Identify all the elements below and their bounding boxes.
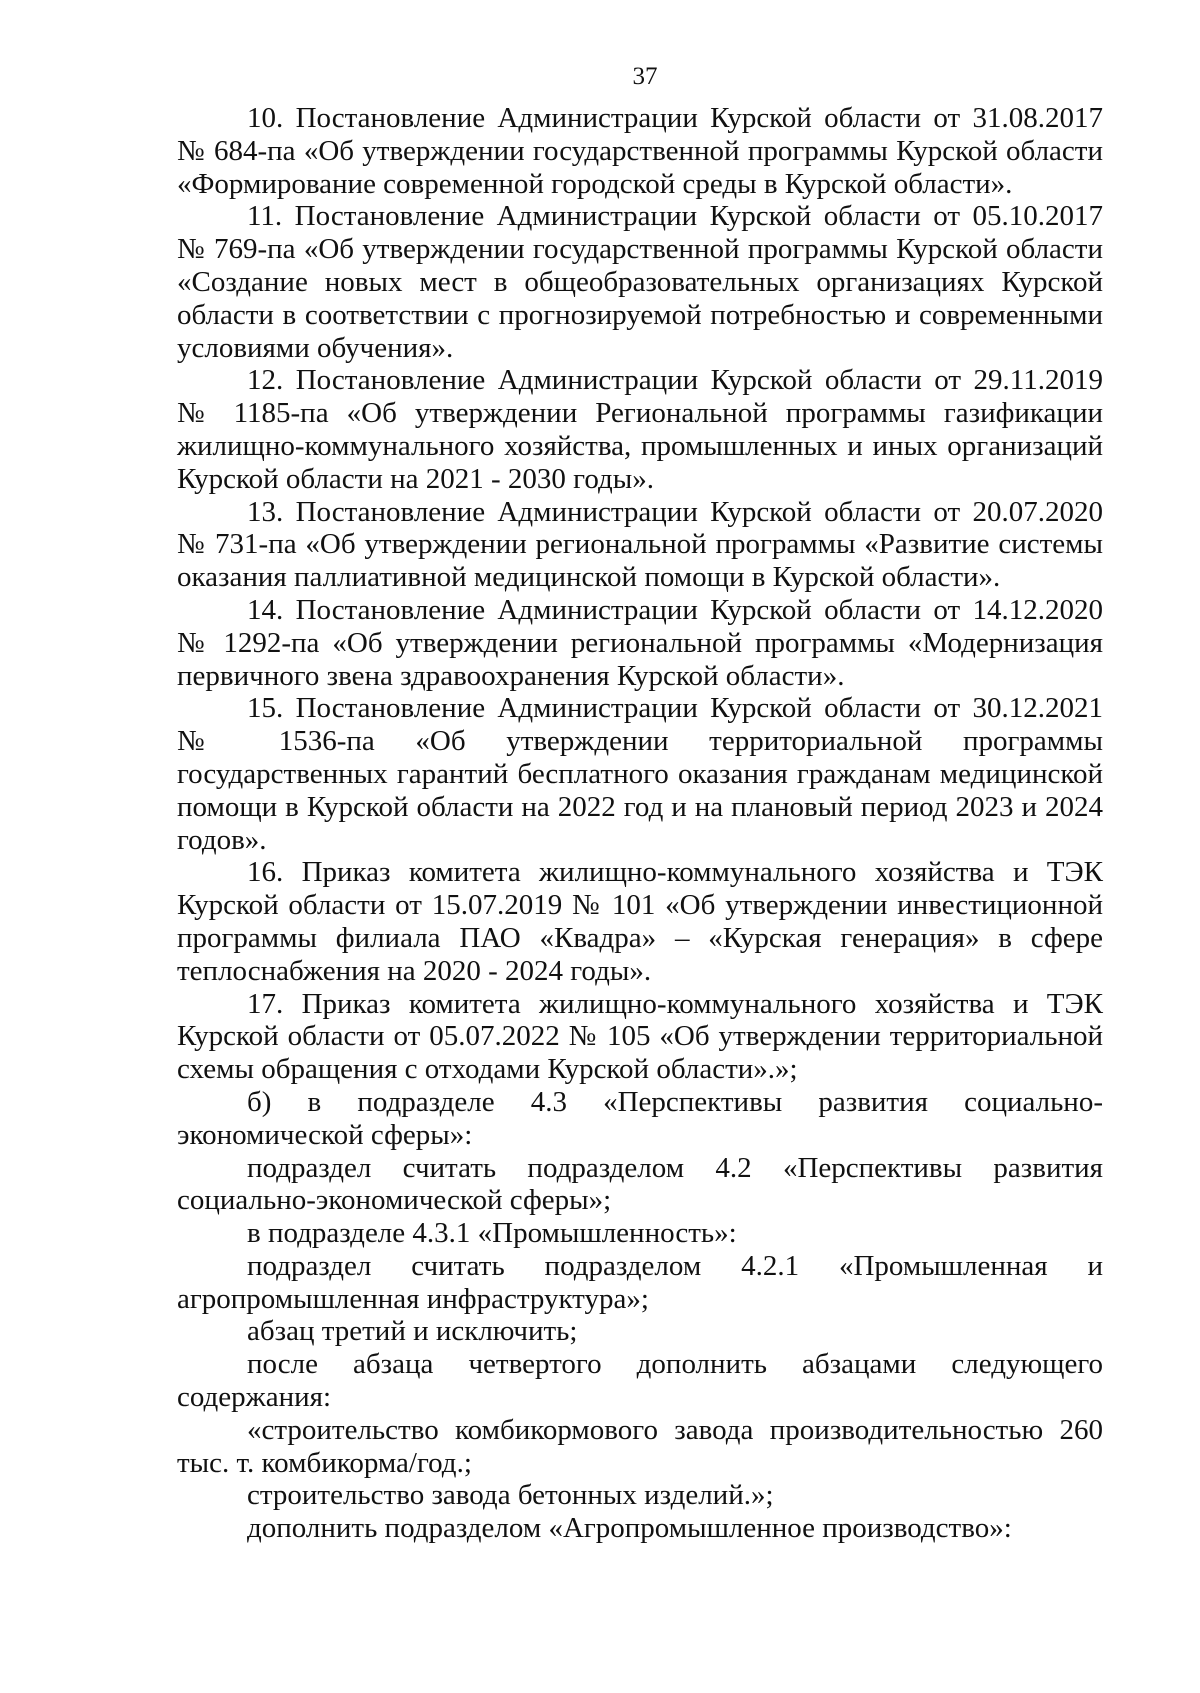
amendment-remove-paragraph: абзац третий и исключить; xyxy=(247,1315,578,1348)
added-paragraph-concrete-plant: строительство завода бетонных изделий.»; xyxy=(247,1479,774,1512)
added-paragraph-feed-plant: «строительство комбикормового завода производительностью 260 тыс. т. комбикорма/год.; xyxy=(177,1413,1103,1479)
list-item-15: 15. Постановление Администрации Курской области от 30.12.2021 № 1536-па «Об утверждении территориальной программы государственных гарантий бесплатного оказания гражданам медицинской помощи в Курской области на 2022 год и на плановый период 2023 и 2024 годов». xyxy=(177,692,1103,856)
amendment-subsection-industry: в подразделе 4.3.1 «Промышленность»: xyxy=(247,1217,737,1250)
amendment-rename-industry: подраздел считать подразделом 4.2.1 «Промышленная и агропромышленная инфраструктура»; xyxy=(177,1249,1103,1315)
list-item-16: 16. Приказ комитета жилищно-коммунального хозяйства и ТЭК Курской области от 15.07.2019 № 101 «Об утверждении инвестиционной программы филиала ПАО «Квадра» – «Курская генерация» в сфере теплоснабжения на 2020 - 2024 годы». xyxy=(177,856,1103,987)
list-item-14: 14. Постановление Администрации Курской области от 14.12.2020 № 1292-па «Об утверждении региональной программы «Модернизация первичного звена здравоохранения Курской области». xyxy=(177,593,1103,692)
amendment-add-paragraphs: после абзаца четвертого дополнить абзацами следующего содержания: xyxy=(177,1348,1103,1414)
list-item-13: 13. Постановление Администрации Курской области от 20.07.2020 № 731-па «Об утверждении региональной программы «Развитие системы оказания паллиативной медицинской помощи в Курской области». xyxy=(177,495,1103,594)
amendment-b: б) в подразделе 4.3 «Перспективы развития социально-экономической сферы»: xyxy=(177,1085,1103,1151)
list-item-12: 12. Постановление Администрации Курской области от 29.11.2019 № 1185-па «Об утверждении Региональной программы газификации жилищно-коммунального хозяйства, промышленных и иных организаций Курской области на 2021 - 2030 годы». xyxy=(177,364,1103,495)
list-item-11: 11. Постановление Администрации Курской области от 05.10.2017 № 769-па «Об утверждении государственной программы Курской области «Создание новых мест в общеобразовательных организациях Курской области в соответствии с прогнозируемой потребностью и современными условиями обучения». xyxy=(177,200,1103,364)
list-item-17: 17. Приказ комитета жилищно-коммунального хозяйства и ТЭК Курской области от 05.07.2022 № 105 «Об утверждении территориальной схемы обращения с отходами Курской области».»; xyxy=(177,987,1103,1086)
amendment-rename-subsection: подраздел считать подразделом 4.2 «Перспективы развития социально-экономической сферы»; xyxy=(177,1151,1103,1217)
amendment-add-subsection: дополнить подразделом «Агропромышленное производство»: xyxy=(247,1512,1012,1545)
list-item-10: 10. Постановление Администрации Курской области от 31.08.2017 № 684-па «Об утверждении государственной программы Курской области «Формирование современной городской среды в Курской области». xyxy=(177,102,1103,200)
page-number: 37 xyxy=(632,63,658,90)
document-body xyxy=(177,102,1103,1545)
